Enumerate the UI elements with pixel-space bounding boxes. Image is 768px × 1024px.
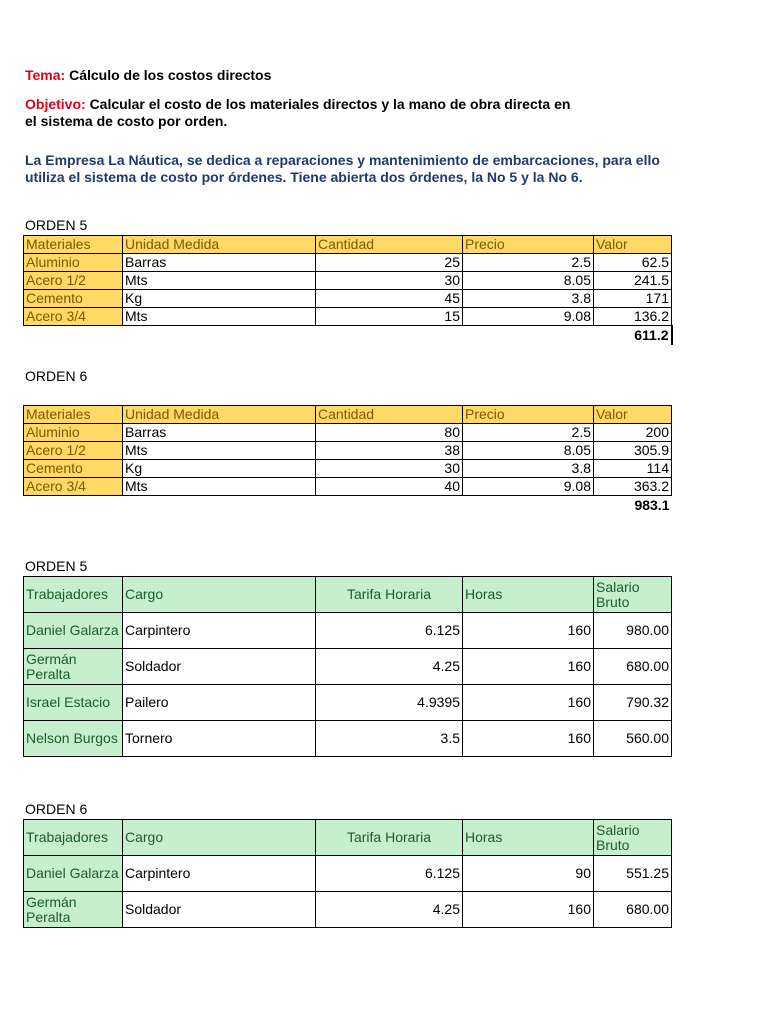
objetivo-label: Objetivo:	[25, 96, 86, 112]
unit-cell: Mts	[123, 308, 316, 326]
salary-cell: 980.00	[594, 613, 672, 649]
unit-cell: Kg	[123, 460, 316, 478]
hours-cell: 90	[463, 856, 594, 892]
table-row	[24, 892, 672, 928]
rate-cell: 4.25	[316, 892, 463, 928]
quantity-cell: 30	[316, 272, 463, 290]
orden5-materials-table	[23, 235, 673, 345]
material-cell: Acero 1/2	[24, 272, 123, 290]
worker-cell: Israel Estacio	[24, 685, 123, 721]
value-cell: 363.2	[594, 478, 672, 496]
material-cell: Acero 3/4	[24, 308, 123, 326]
orden5-materials-title: ORDEN 5	[25, 217, 88, 233]
header-cell: Precio	[463, 406, 594, 424]
intro-paragraph: La Empresa La Náutica, se dedica a reparaciones y mantenimiento de embarcaciones, para ello utiliza el sistema de costo por órdenes. Tiene abierta dos órdenes, la No 5 y la No 6.	[25, 152, 660, 185]
header-cell: Valor	[594, 406, 672, 424]
salary-cell: 551.25	[594, 856, 672, 892]
orden6-labor-table	[23, 819, 672, 928]
rate-cell: 4.25	[316, 649, 463, 685]
quantity-cell: 38	[316, 442, 463, 460]
header-cell: Cantidad	[316, 406, 463, 424]
role-cell: Soldador	[123, 892, 316, 928]
header-cell: Cargo	[123, 820, 316, 856]
orden6-labor-title: ORDEN 6	[25, 801, 88, 817]
table-row	[24, 442, 672, 460]
total-row	[24, 326, 672, 346]
header-cell: Materiales	[24, 236, 123, 254]
header-cell: Tarifa Horaria	[316, 820, 463, 856]
table-header-row	[24, 406, 672, 424]
orden6-materials-table	[23, 405, 672, 515]
price-cell: 3.8	[463, 460, 594, 478]
total-value: 983.1	[634, 497, 670, 513]
hours-cell: 160	[463, 685, 594, 721]
table-header-row	[24, 236, 672, 254]
hours-cell: 160	[463, 613, 594, 649]
table-row	[24, 613, 672, 649]
orden6-materials-title: ORDEN 6	[25, 368, 88, 384]
quantity-cell: 15	[316, 308, 463, 326]
rate-cell: 6.125	[316, 856, 463, 892]
unit-cell: Mts	[123, 272, 316, 290]
table-row	[24, 460, 672, 478]
header-cell: Tarifa Horaria	[316, 577, 463, 613]
material-cell: Acero 3/4	[24, 478, 123, 496]
rate-cell: 4.9395	[316, 685, 463, 721]
unit-cell: Kg	[123, 290, 316, 308]
value-cell: 241.5	[594, 272, 672, 290]
unit-cell: Barras	[123, 254, 316, 272]
worker-cell: Germán Peralta	[24, 649, 123, 685]
role-cell: Soldador	[123, 649, 316, 685]
table-row	[24, 685, 672, 721]
orden5-labor-table	[23, 576, 672, 757]
value-cell: 200	[594, 424, 672, 442]
table-row	[24, 272, 672, 290]
price-cell: 3.8	[463, 290, 594, 308]
price-cell: 2.5	[463, 254, 594, 272]
objetivo-text: Calcular el costo de los materiales directos y la mano de obra directa en el sistema de costo por orden.	[25, 96, 571, 129]
worker-cell: Germán Peralta	[24, 892, 123, 928]
header-cell: Salario Bruto	[594, 820, 672, 856]
worker-cell: Daniel Galarza	[24, 856, 123, 892]
price-cell: 2.5	[463, 424, 594, 442]
worker-cell: Nelson Burgos	[24, 721, 123, 757]
table-row	[24, 254, 672, 272]
header-cell: Valor	[594, 236, 672, 254]
objetivo-block	[25, 96, 585, 130]
table-row	[24, 424, 672, 442]
price-cell: 9.08	[463, 308, 594, 326]
quantity-cell: 45	[316, 290, 463, 308]
header-cell: Trabajadores	[24, 820, 123, 856]
table-row	[24, 308, 672, 326]
tema-line	[25, 67, 271, 83]
header-cell: Precio	[463, 236, 594, 254]
tema-label: Tema:	[25, 67, 66, 83]
tema-text: Cálculo de los costos directos	[69, 67, 272, 83]
material-cell: Cemento	[24, 290, 123, 308]
total-row	[24, 496, 672, 516]
rate-cell: 6.125	[316, 613, 463, 649]
header-cell: Cargo	[123, 577, 316, 613]
header-cell: Horas	[463, 577, 594, 613]
salary-cell: 680.00	[594, 649, 672, 685]
unit-cell: Barras	[123, 424, 316, 442]
salary-cell: 560.00	[594, 721, 672, 757]
header-cell: Cantidad	[316, 236, 463, 254]
worker-cell: Daniel Galarza	[24, 613, 123, 649]
hours-cell: 160	[463, 892, 594, 928]
table-row	[24, 721, 672, 757]
table-row	[24, 856, 672, 892]
price-cell: 9.08	[463, 478, 594, 496]
salary-cell: 680.00	[594, 892, 672, 928]
value-cell: 136.2	[594, 308, 672, 326]
hours-cell: 160	[463, 721, 594, 757]
material-cell: Cemento	[24, 460, 123, 478]
table-row	[24, 478, 672, 496]
header-cell: Salario Bruto	[594, 577, 672, 613]
unit-cell: Mts	[123, 442, 316, 460]
material-cell: Acero 1/2	[24, 442, 123, 460]
material-cell: Aluminio	[24, 254, 123, 272]
value-cell: 305.9	[594, 442, 672, 460]
total-value: 611.2	[594, 326, 672, 346]
header-cell: Horas	[463, 820, 594, 856]
value-cell: 62.5	[594, 254, 672, 272]
material-cell: Aluminio	[24, 424, 123, 442]
header-cell: Unidad Medida	[123, 406, 316, 424]
role-cell: Tornero	[123, 721, 316, 757]
salary-cell: 790.32	[594, 685, 672, 721]
quantity-cell: 40	[316, 478, 463, 496]
quantity-cell: 30	[316, 460, 463, 478]
price-cell: 8.05	[463, 272, 594, 290]
table-row	[24, 290, 672, 308]
role-cell: Carpintero	[123, 856, 316, 892]
quantity-cell: 25	[316, 254, 463, 272]
header-cell: Materiales	[24, 406, 123, 424]
price-cell: 8.05	[463, 442, 594, 460]
header-cell: Trabajadores	[24, 577, 123, 613]
table-header-row	[24, 820, 672, 856]
header-cell: Unidad Medida	[123, 236, 316, 254]
table-row	[24, 649, 672, 685]
role-cell: Pailero	[123, 685, 316, 721]
unit-cell: Mts	[123, 478, 316, 496]
quantity-cell: 80	[316, 424, 463, 442]
value-cell: 171	[594, 290, 672, 308]
hours-cell: 160	[463, 649, 594, 685]
value-cell: 114	[594, 460, 672, 478]
orden5-labor-title: ORDEN 5	[25, 558, 88, 574]
table-header-row	[24, 577, 672, 613]
rate-cell: 3.5	[316, 721, 463, 757]
role-cell: Carpintero	[123, 613, 316, 649]
